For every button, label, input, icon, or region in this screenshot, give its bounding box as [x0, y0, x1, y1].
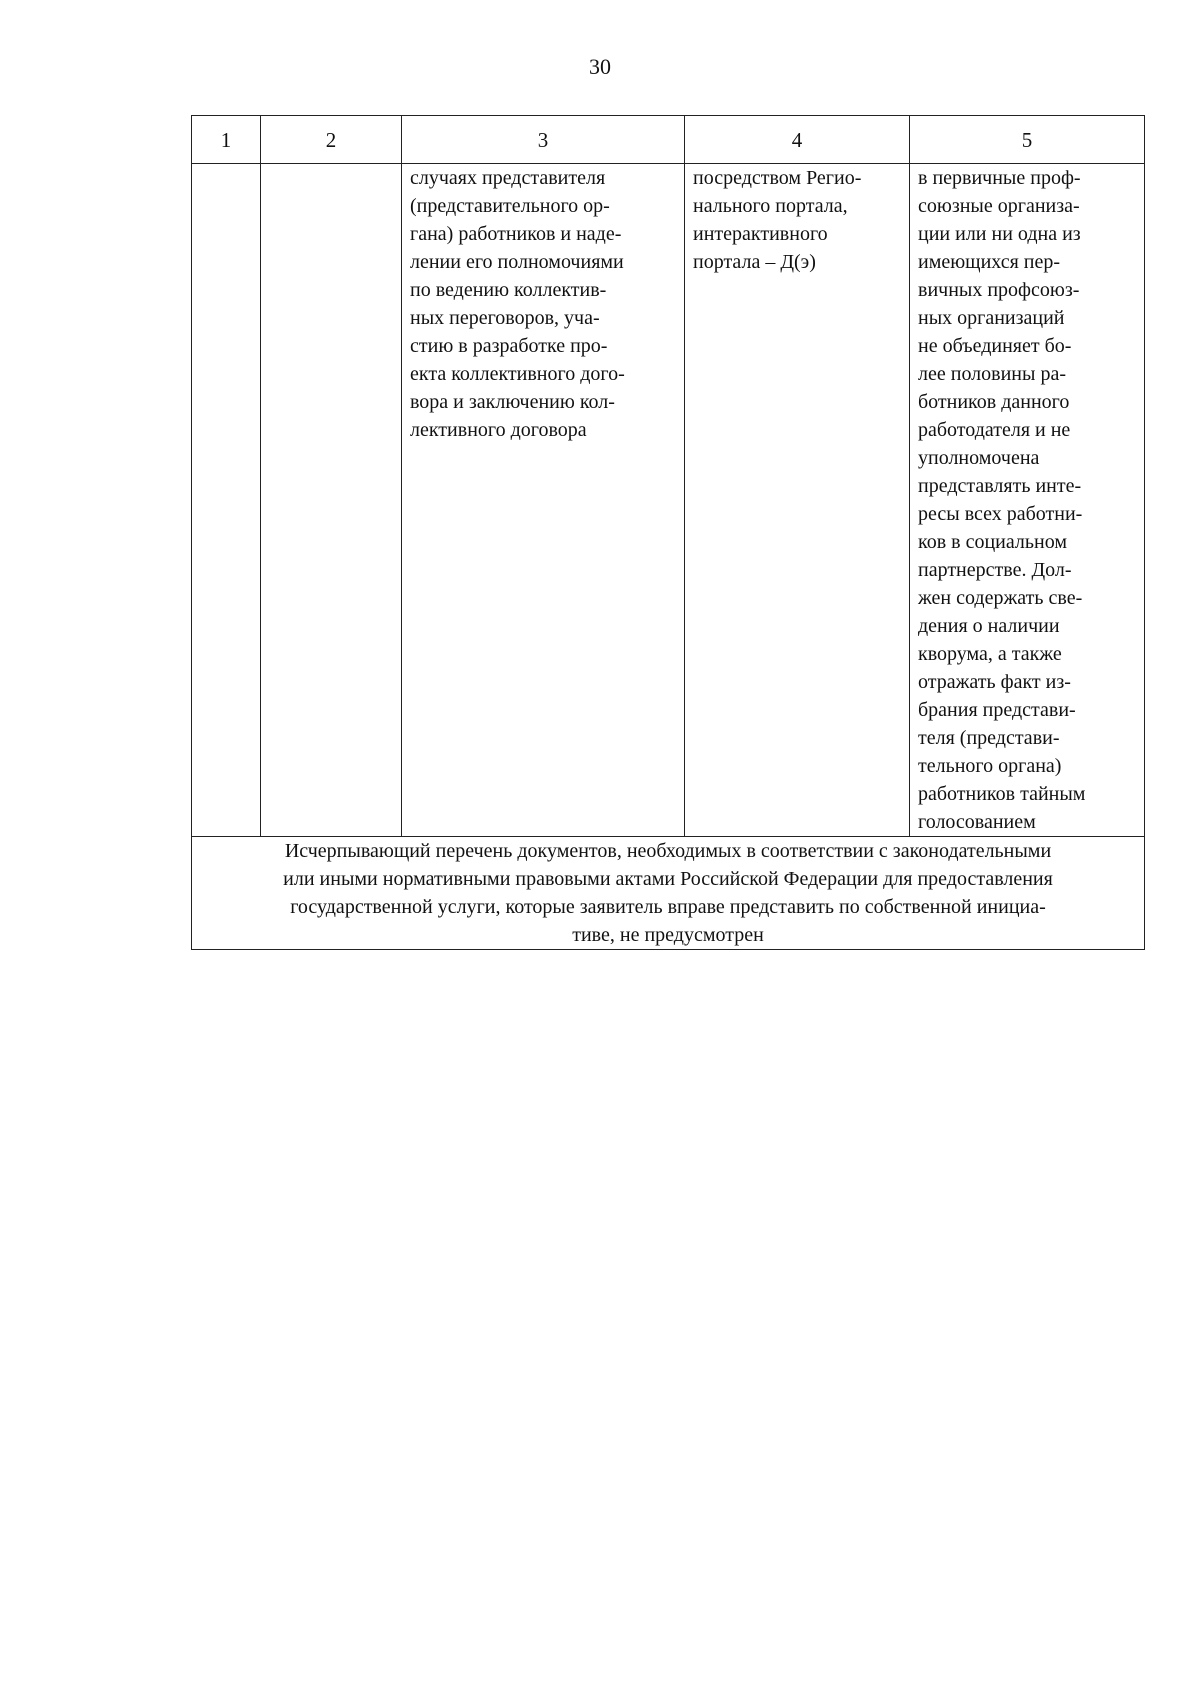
cell-col4-text: посредством Регио- нального портала, интерактивного портала – Д(э)	[693, 167, 862, 273]
table-row	[192, 164, 1145, 837]
column-header-5: 5	[910, 116, 1145, 164]
footer-note-text: Исчерпывающий перечень документов, необходимых в соответствии с законодательными или иными нормативными правовыми актами Российской Федерации для предоставления государственной услуги, которые заявитель вправе представить по собственной инициа- тиве, не предусмотрен	[283, 840, 1053, 946]
cell-col2	[261, 164, 402, 837]
column-header-2: 2	[261, 116, 402, 164]
page-number: 30	[589, 54, 611, 79]
cell-col4	[685, 164, 910, 837]
cell-col3	[402, 164, 685, 837]
column-header-4: 4	[685, 116, 910, 164]
footer-note-cell	[192, 837, 1145, 950]
cell-col5-text: в первичные проф- союзные организа- ции или ни одна из имеющихся пер- вичных профсоюз- ных организаций не объединяет бо- лее половины ра- ботников данного работодателя и не уполномочена представлять инте- ресы всех работни- ков в социальном партнерстве. Дол- жен содержать све- дения о наличии кворума, а также отражать факт из- брания представи- теля (представи- тельного органа) работников тайным голосованием	[918, 167, 1086, 833]
table-header-row	[192, 116, 1145, 164]
services-table	[191, 115, 1145, 950]
cell-col5	[910, 164, 1145, 837]
cell-col1	[192, 164, 261, 837]
table-footer-row	[192, 837, 1145, 950]
column-header-1: 1	[192, 116, 261, 164]
cell-col3-text: случаях представителя (представительного ор- гана) работников и наде- лении его полномочиями по ведению коллектив- ных переговоров, уча- стию в разработке про- екта коллективного дого- вора и заключению кол- лективного договора	[410, 167, 625, 441]
column-header-3: 3	[402, 116, 685, 164]
